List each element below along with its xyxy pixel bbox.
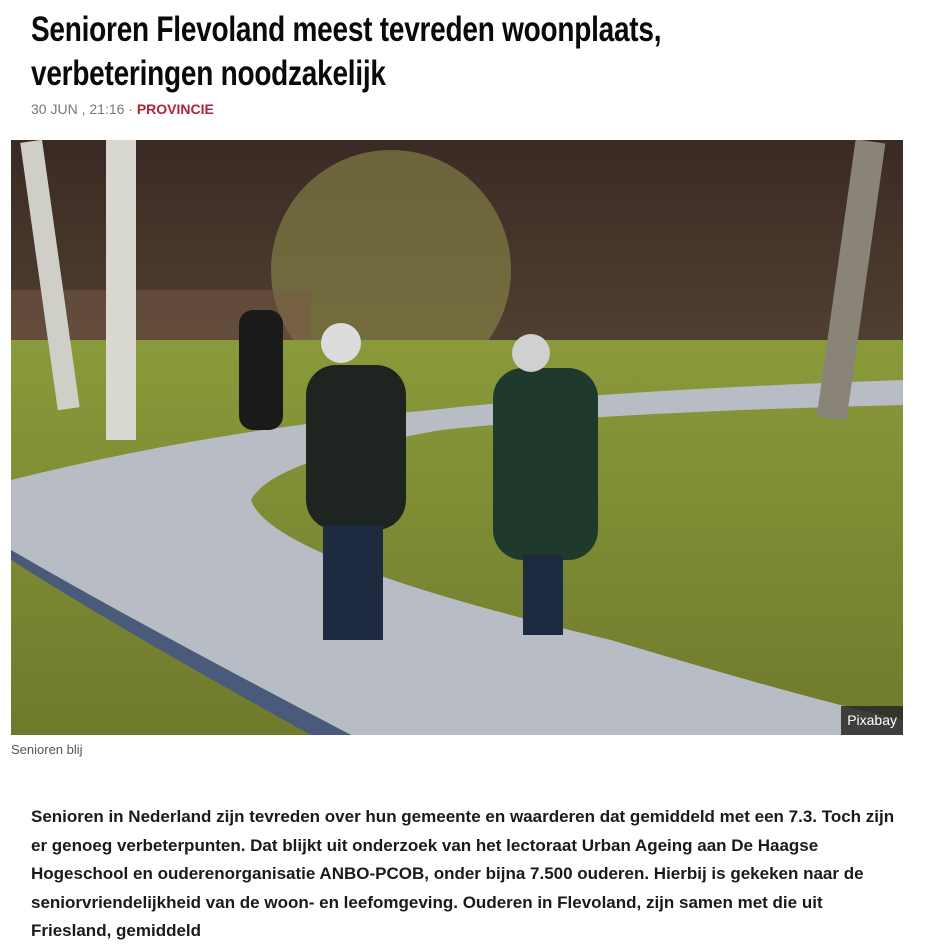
- image-credit: Pixabay: [841, 706, 903, 735]
- article-meta: [31, 101, 214, 117]
- park-photo: [11, 140, 903, 735]
- article-title: Senioren Flevoland meest tevreden woonplaats, verbeteringen noodzakelijk: [31, 10, 662, 93]
- article-lead: Senioren in Nederland zijn tevreden over hun gemeente en waarderen dat gemiddeld met een 7.3. Toch zijn er genoeg verbeterpunten. Dat blijkt uit onderzoek van het lectoraat Urban Ageing aan De Haagse Hogeschool en ouderenorganisatie ANBO-PCOB, onder bijna 7.500 ouderen. Hierbij is gekeken naar de seniorvriendelijkheid van de woon- en leefomgeving. Ouderen in Flevoland, zijn samen met die uit Friesland, gemiddeld: [31, 807, 895, 940]
- article-date: 30 JUN , 21:16: [31, 101, 125, 117]
- image-caption: Senioren blij: [11, 742, 83, 757]
- meta-separator: ·: [128, 101, 133, 117]
- article-image[interactable]: [11, 140, 903, 735]
- category-link[interactable]: PROVINCIE: [136, 101, 214, 117]
